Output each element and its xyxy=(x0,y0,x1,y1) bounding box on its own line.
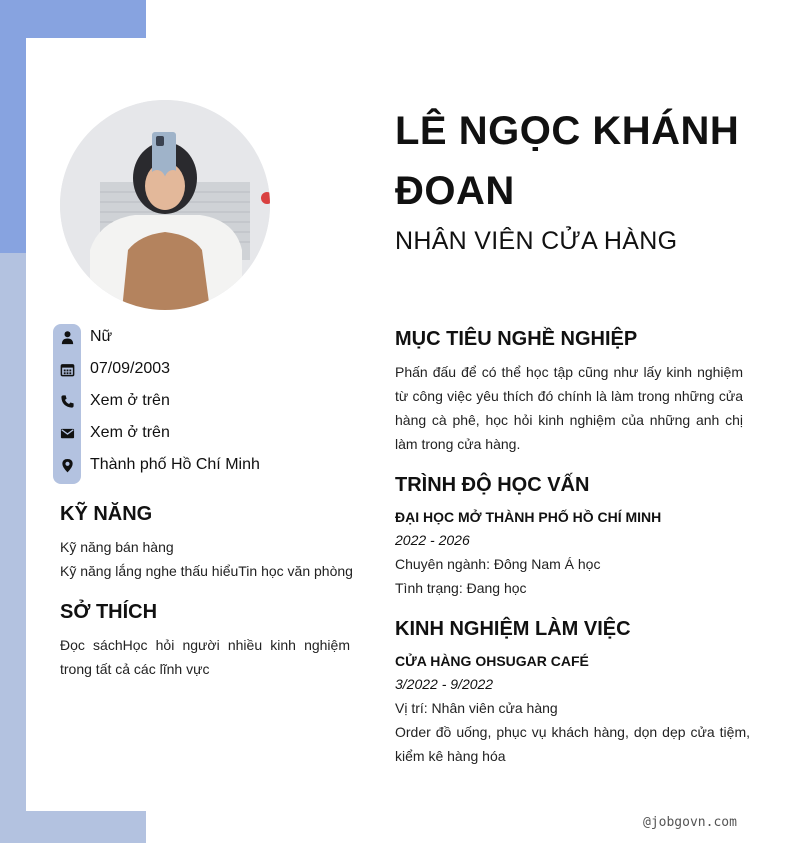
location-icon xyxy=(53,458,81,473)
hobbies-title: SỞ THÍCH xyxy=(60,601,158,623)
calendar-icon xyxy=(53,362,81,377)
person-icon xyxy=(53,330,81,345)
objective-title: MỤC TIÊU NGHỀ NGHIỆP xyxy=(395,328,638,350)
experience-description: Order đồ uống, phục vụ khách hàng, dọn dẹp cửa tiệm, kiểm kê hàng hóa xyxy=(395,724,750,764)
contact-email-value: Xem ở trên xyxy=(90,424,170,441)
skill-item: Kỹ năng bán hàng xyxy=(60,539,174,555)
contact-address xyxy=(53,449,260,481)
experience-period: 3/2022 - 9/2022 xyxy=(395,676,494,692)
objective-text: Phấn đấu để có thể học tập cũng như lấy kinh nghiệm từ công việc yêu thích đó chính là làm trong những cửa hàng cà phê, học hỏi kinh nghiệm của những anh chị làm trong cửa hàng. xyxy=(395,364,743,452)
education-title: TRÌNH ĐỘ HỌC VẤN xyxy=(395,474,590,496)
candidate-name: LÊ NGỌC KHÁNH ĐOAN xyxy=(395,109,740,213)
email-icon xyxy=(53,426,81,441)
contact-address-value: Thành phố Hồ Chí Minh xyxy=(90,456,260,473)
phone-icon xyxy=(53,394,81,409)
experience-role: Vị trí: Nhân viên cửa hàng xyxy=(395,700,558,716)
skill-item: Kỹ năng lắng nghe thấu hiểuTin học văn phòng xyxy=(60,563,353,579)
education-status: Tình trạng: Đang học xyxy=(395,580,527,596)
hobbies-text: Đọc sáchHọc hỏi người nhiều kinh nghiệm trong tất cả các lĩnh vực xyxy=(60,637,350,677)
education-major: Chuyên ngành: Đông Nam Á học xyxy=(395,556,601,572)
contact-gender-value: Nữ xyxy=(90,328,113,345)
avatar-photo xyxy=(60,100,270,310)
avatar xyxy=(60,100,270,310)
skills-title: KỸ NĂNG xyxy=(60,503,153,525)
contact-email xyxy=(53,417,170,449)
education-period: 2022 - 2026 xyxy=(395,532,470,548)
candidate-position: NHÂN VIÊN CỬA HÀNG xyxy=(395,227,678,255)
contact-gender xyxy=(53,321,112,353)
contact-birthdate xyxy=(53,353,170,385)
experience-title: KINH NGHIỆM LÀM VIỆC xyxy=(395,618,631,640)
experience-company: CỬA HÀNG OHSUGAR CAFÉ xyxy=(395,653,589,669)
contact-birthdate-value: 07/09/2003 xyxy=(90,360,171,377)
contact-phone-value: Xem ở trên xyxy=(90,392,170,409)
contact-phone xyxy=(53,385,170,417)
watermark: @jobgovn.com xyxy=(643,815,737,830)
education-school: ĐẠI HỌC MỞ THÀNH PHỐ HỒ CHÍ MINH xyxy=(395,509,662,525)
